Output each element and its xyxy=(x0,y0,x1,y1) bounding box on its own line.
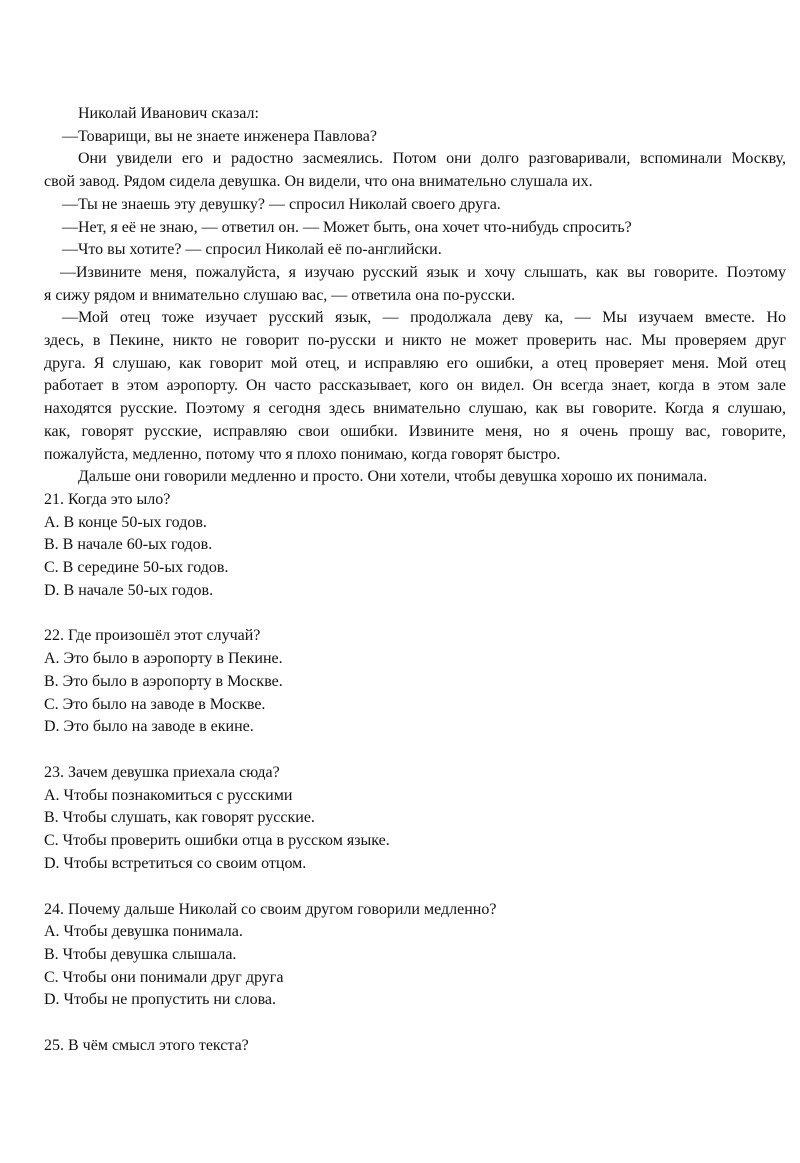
dialogue-line: —Извините меня, пожалуйста, я изучаю русский язык и хочу слышать, как вы говорите. Поэтому я сижу рядом и внимательно слушаю вас, — ответила она по-русски. xyxy=(44,263,786,304)
answer-option: B. Чтобы слушать, как говорят русские. xyxy=(44,809,315,827)
paragraph: Дальше они говорили медленно и просто. Они хотели, чтобы девушка хорошо их понимала. xyxy=(78,468,708,486)
answer-option: C. Чтобы проверить ошибки отца в русском языке. xyxy=(44,832,390,850)
answer-option: B. Это было в аэропорту в Москве. xyxy=(44,672,283,690)
answer-option: D. Это было на заводе в екине. xyxy=(44,718,254,736)
answer-option: D. Чтобы не пропустить ни слова. xyxy=(44,991,277,1009)
question-list xyxy=(44,489,786,1058)
answer-option: D. В начале 50-ых годов. xyxy=(44,581,214,599)
answer-option: A. Чтобы девушка понимала. xyxy=(44,923,243,941)
dialogue-line: —Что вы хотите? — спросил Николай её по-английски. xyxy=(62,241,442,259)
answer-option: C. Чтобы они понимали друг друга xyxy=(44,968,284,986)
question-25 xyxy=(44,1035,786,1058)
answer-option: A. Чтобы познакомиться с русскими xyxy=(44,786,293,804)
answer-option: B. В начале 60-ых годов. xyxy=(44,536,213,554)
reading-passage xyxy=(44,103,786,489)
question-text: 21. Когда это ыло? xyxy=(44,490,171,508)
question-text: 23. Зачем девушка приехала сюда? xyxy=(44,763,280,781)
question-24 xyxy=(44,899,786,1013)
question-21 xyxy=(44,489,786,603)
answer-option: D. Чтобы встретиться со своим отцом. xyxy=(44,854,307,872)
answer-option: C. Это было на заводе в Москве. xyxy=(44,695,266,713)
dialogue-line: —Товарищи, вы не знаете инженера Павлова? xyxy=(62,127,377,145)
question-23 xyxy=(44,762,786,876)
question-text: 25. В чём смысл этого текста? xyxy=(44,1037,249,1055)
question-text: 24. Почему дальше Николай со своим другом говорили медленно? xyxy=(44,900,497,918)
answer-option: A. Это было в аэропорту в Пекине. xyxy=(44,650,283,668)
question-22 xyxy=(44,625,786,739)
answer-option: C. В середине 50-ых годов. xyxy=(44,559,229,577)
paragraph: —Мой отец тоже изучает русский язык, — продолжала деву ка, — Мы изучаем вместе. Но здесь, в Пекине, никто не говорит по-русски и никто не может проверить нас. Мы проверяем друг друга. Я слушаю, как говорит мой отец, и исправляю его ошибки, а отец проверяет меня. Мой отец работает в этом аэропорту. Он часто рассказывает, кого он видел. Он всегда знает, когда в этом зале находятся русские. Поэтому я сегодня здесь внимательно слушаю, как вы говорите. Когда я слушаю, как, говорят русские, исправляю свои ошибки. Извините меня, но я очень прошу вас, говорите, пожалуйста, медленно, потому что я плохо понимаю, когда говорят быстро. xyxy=(44,309,786,463)
dialogue-line: —Ты не знаешь эту девушку? — спросил Николай своего друга. xyxy=(62,195,501,213)
dialogue-line: —Нет, я её не знаю, — ответил он. — Может быть, она хочет что-нибудь спросить? xyxy=(62,218,632,236)
answer-option: A. В конце 50-ых годов. xyxy=(44,513,207,531)
intro-line: Николай Иванович сказал: xyxy=(78,105,259,122)
question-text: 22. Где произошёл этот случай? xyxy=(44,627,261,645)
paragraph: Они увидели его и радостно засмеялись. Потом они долго разговаривали, вспоминали Москву, свой завод. Рядом сидела девушка. Он видели, что она внимательно слушала их. xyxy=(44,150,786,191)
answer-option: B. Чтобы девушка слышала. xyxy=(44,945,237,963)
